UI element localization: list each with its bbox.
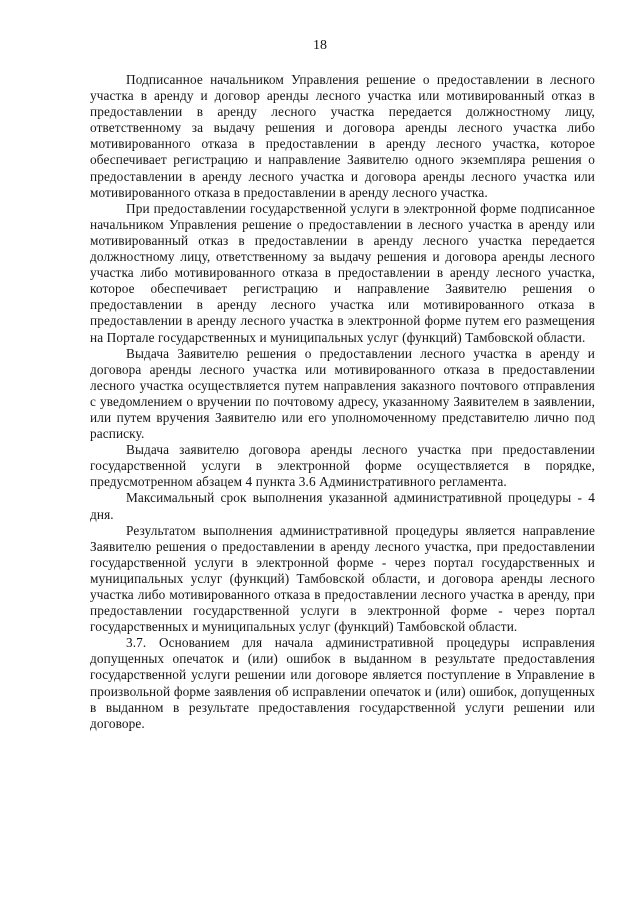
document-body xyxy=(90,72,595,732)
paragraph-result: Результатом выполнения административной процедуры является направление Заявителю решения о предоставлении в аренду лесного участка, при предоставлении государственной услуги в электронной форме - через портал государственных и муниципальных услуг (функций) Тамбовской области, и договора аренды лесного участка либо мотивированного отказа в предоставлении лесного участка в аренду, при предоставлении государственной услуги в электронной форме - через портал государственных и муниципальных услуг (функций) Тамбовской области. xyxy=(90,522,595,635)
paragraph-max-term: Максимальный срок выполнения указанной административной процедуры - 4 дня. xyxy=(90,490,595,522)
paragraph-section-3-7: 3.7. Основанием для начала административной процедуры исправления допущенных опечаток и (или) ошибок в выданном в результате предоставления государственной услуги решении или договоре является поступление в Управление в произвольной форме заявления об исправлении опечаток и (или) ошибок, допущенных в выданном в результате предоставления государственной услуги решении или договоре. xyxy=(90,635,595,731)
paragraph-decision-transfer: Подписанное начальником Управления решение о предоставлении в лесного участка в аренду и договор аренды лесного участка или мотивированный отказ в предоставлении в аренду лесного участка передается должностному лицу, ответственному за выдачу решения и договора аренды лесного участка либо мотивированного отказа в предоставлении в аренду лесного участка, которое обеспечивает регистрацию и направление Заявителю одного экземпляра решения о предоставлении в аренду лесного участка и договора аренды лесного участка или мотивированного отказа в предоставлении в аренду лесного участка. xyxy=(90,72,595,200)
page-number: 18 xyxy=(313,38,327,53)
paragraph-issuance: Выдача Заявителю решения о предоставлении лесного участка в аренду и договора аренды лесного участка или мотивированного отказа в предоставлении лесного участка осуществляется путем направления заказного почтового отправления с уведомлением о вручении по почтовому адресу, указанному Заявителем в заявлении, или путем вручения Заявителю или его уполномоченному представителю лично под расписку. xyxy=(90,345,595,442)
paragraph-electronic-form: При предоставлении государственной услуги в электронной форме подписанное начальником Управления решение о предоставлении в лесного участка в аренду или мотивированный отказ в предоставлении в аренду лесного участка передается должностному лицу, ответственному за выдачу решения и договора аренды лесного участка либо мотивированного отказа в предоставлении в аренду лесного участка, которое обеспечивает регистрацию и направление Заявителю решения о предоставлении в аренду лесного участка или мотивированного отказа в предоставлении в аренду лесного участка в электронной форме путем его размещения на Портале государственных и муниципальных услуг (функций) Тамбовской области. xyxy=(90,200,595,345)
paragraph-contract-issuance: Выдача заявителю договора аренды лесного участка при предоставлении государственной услуги в электронной форме осуществляется в порядке, предусмотренном абзацем 4 пункта 3.6 Административного регламента. xyxy=(90,442,595,490)
